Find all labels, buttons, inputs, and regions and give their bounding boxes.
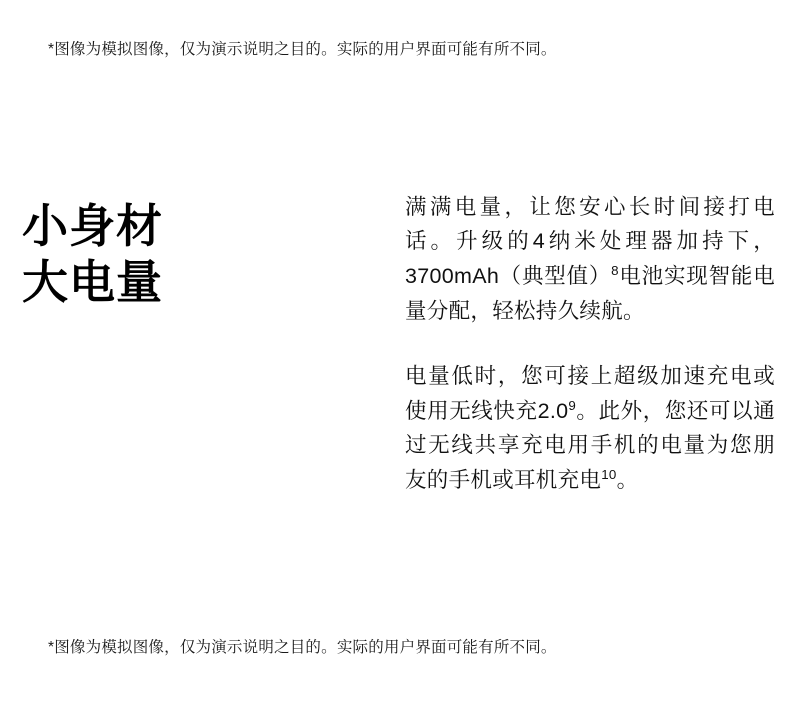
footnote-marker-10: 10 <box>601 467 617 483</box>
footnote-marker-9: 9 <box>568 397 577 413</box>
paragraph-1-text-b: 电池实现智能电量分配，轻松持久续航。 <box>405 264 775 323</box>
paragraph-1-text-a: 满满电量，让您安心长时间接打电话。升级的4纳米处理器加持下， 3700mAh（典型值） <box>405 194 775 289</box>
paragraph-2-text-b: 。此外，您还可以通过无线共享充电用手机的电量为您朋友的手机或耳机充电 <box>405 398 776 493</box>
headline-line-2: 大电量 <box>22 256 163 309</box>
disclaimer-top: *图像为模拟图像，仅为演示说明之目的。实际的用户界面可能有所不同。 <box>48 41 557 58</box>
paragraph-2-text-c: 。 <box>616 468 639 493</box>
paragraph-battery-capacity <box>405 190 775 329</box>
paragraph-charging <box>405 359 775 498</box>
body-column <box>405 168 775 520</box>
disclaimer-bottom: *图像为模拟图像，仅为演示说明之目的。实际的用户界面可能有所不同。 <box>48 639 557 656</box>
page-title <box>22 198 163 310</box>
paragraph-2-text-a: 电量低时，您可接上超级加速充电或使用无线快充2.0 <box>405 363 775 423</box>
footnote-marker-8: 8 <box>611 263 619 278</box>
headline-line-1: 小身材 <box>22 200 163 252</box>
